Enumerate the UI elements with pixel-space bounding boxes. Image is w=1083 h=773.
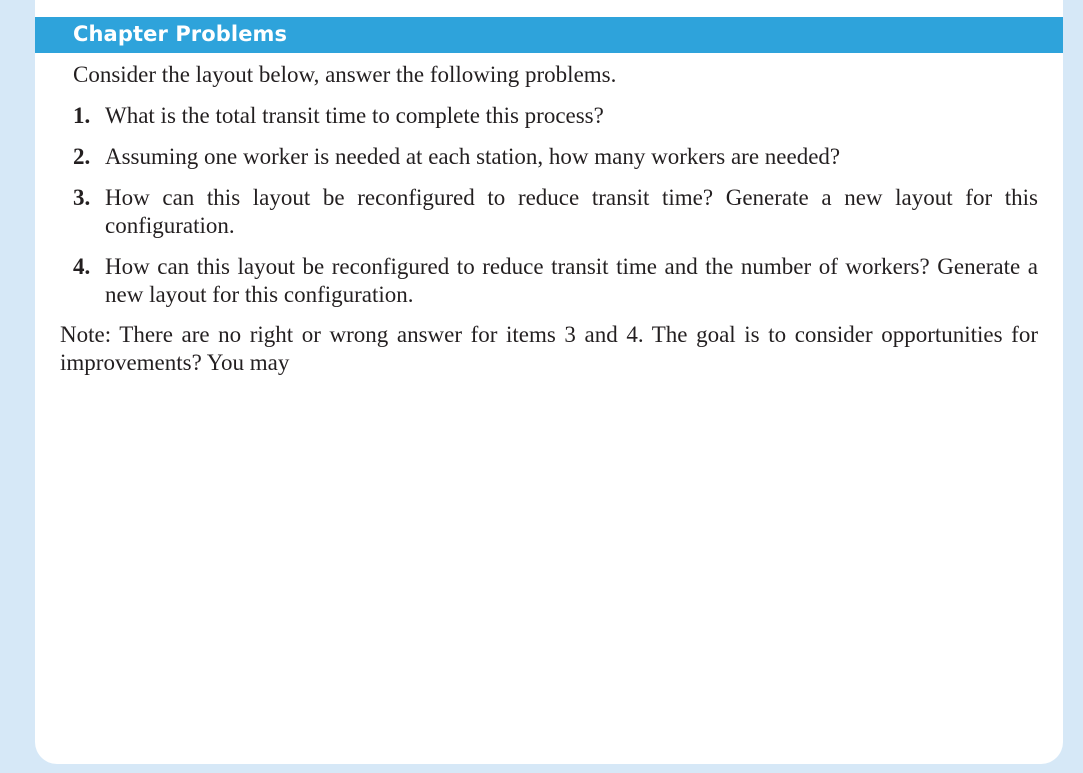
note-text: Note: There are no right or wrong answer for items 3 and 4. The goal is to consider opportunities for improvements? You may xyxy=(60,322,1038,375)
problem-item xyxy=(73,184,1038,240)
problem-number: 1. xyxy=(73,103,91,128)
problem-item xyxy=(73,143,1038,171)
problem-text: What is the total transit time to complete this process? xyxy=(105,103,604,128)
problem-item xyxy=(73,102,1038,130)
problem-text: Assuming one worker is needed at each station, how many workers are needed? xyxy=(105,144,841,169)
problem-number: 3. xyxy=(73,185,91,210)
content-card xyxy=(35,0,1063,764)
problem-text: How can this layout be reconfigured to reduce transit time? Generate a new layout for this configuration. xyxy=(105,185,1038,238)
problem-text: How can this layout be reconfigured to reduce transit time and the number of workers? Generate a new layout for this configuration. xyxy=(105,254,1038,307)
section-header-bar xyxy=(35,17,1063,53)
intro-text: Consider the layout below, answer the following problems. xyxy=(73,62,617,87)
problem-number: 4. xyxy=(73,254,91,279)
problem-item xyxy=(73,253,1038,309)
problem-number: 2. xyxy=(73,144,91,169)
section-title: Chapter Problems xyxy=(73,22,288,46)
